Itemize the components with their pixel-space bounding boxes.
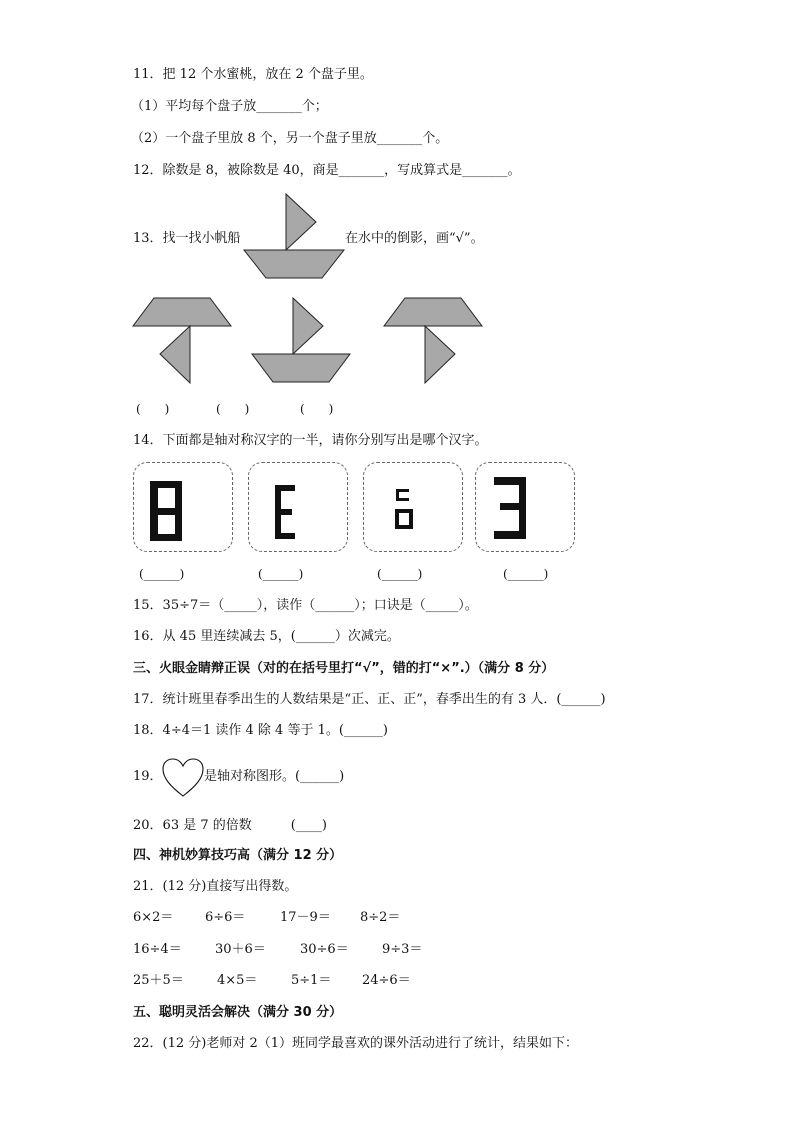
q16-text: 16．从 45 里连续减去 5，(______）次减完。 bbox=[133, 629, 400, 644]
half-character-card-3 bbox=[363, 462, 463, 552]
q19-number: 19． bbox=[133, 769, 163, 784]
reflection-option-2 bbox=[251, 297, 351, 385]
q22-text: 22．(12 分)老师对 2（1）班同学最喜欢的课外活动进行了统计，结果如下： bbox=[133, 1036, 579, 1051]
q12-text: 12．除数是 8，被除数是 40，商是_______，写成算式是_______。 bbox=[133, 163, 521, 178]
q21-stem: 21．(12 分)直接写出得数。 bbox=[133, 879, 298, 894]
calc-r2-c3: 30÷6＝ bbox=[300, 942, 349, 957]
q13-choice-2[interactable]: ( ) bbox=[216, 402, 250, 416]
heart-icon bbox=[162, 758, 204, 798]
calc-r3-c2: 4×5＝ bbox=[217, 973, 258, 988]
calc-r2-c4: 9÷3＝ bbox=[382, 942, 423, 957]
q11-stem: 11．把 12 个水蜜桃，放在 2 个盘子里。 bbox=[133, 67, 373, 82]
calc-r1-c2: 6÷6＝ bbox=[205, 910, 246, 925]
calc-r3-c1: 25＋5＝ bbox=[133, 973, 184, 988]
q18-text: 18．4÷4＝1 读作 4 除 4 等于 1。(______) bbox=[133, 723, 388, 738]
q17-text: 17．统计班里春季出生的人数结果是“正、正、正”，春季出生的有 3 人．(______) bbox=[133, 692, 606, 707]
half-character-card-2 bbox=[248, 462, 348, 552]
half-character-glyph-1 bbox=[134, 463, 234, 553]
q15-text: 15．35÷7＝（_____），读作（______）；口诀是（_____）。 bbox=[133, 598, 478, 613]
q14-answer-3[interactable]: (______) bbox=[377, 567, 423, 581]
q13-after: 在水中的倒影，画“√”。 bbox=[345, 231, 484, 246]
calc-r1-c3: 17－9＝ bbox=[280, 910, 331, 925]
q14-answer-4[interactable]: (______) bbox=[503, 567, 549, 581]
calc-r1-c1: 6×2＝ bbox=[133, 910, 174, 925]
section-4-title: 四、神机妙算技巧高（满分 12 分） bbox=[133, 848, 343, 863]
q20-text: 20．63 是 7 的倍数 (____) bbox=[133, 818, 327, 833]
q11-part1: （1）平均每个盘子放_______个； bbox=[131, 99, 328, 114]
half-character-glyph-2 bbox=[249, 463, 349, 553]
calc-r2-c2: 30＋6＝ bbox=[215, 942, 266, 957]
half-character-glyph-4 bbox=[476, 463, 576, 553]
q14-stem: 14．下面都是轴对称汉字的一半，请你分别写出是哪个汉字。 bbox=[133, 433, 488, 448]
section-3-title: 三、火眼金睛辩正误（对的在括号里打“√”，错的打“×”.）（满分 8 分） bbox=[133, 661, 555, 676]
sailboat-figure bbox=[244, 192, 344, 280]
q13-before: 13．找一找小帆船 bbox=[133, 231, 241, 246]
q14-answer-2[interactable]: (______) bbox=[258, 567, 304, 581]
calc-r3-c4: 24÷6＝ bbox=[362, 973, 411, 988]
calc-r1-c4: 8÷2＝ bbox=[360, 910, 401, 925]
q13-choice-3[interactable]: ( ) bbox=[300, 402, 334, 416]
half-character-glyph-3 bbox=[364, 463, 464, 553]
reflection-option-1 bbox=[132, 297, 232, 385]
half-character-card-1 bbox=[133, 462, 233, 552]
q11-part2: （2）一个盘子里放 8 个，另一个盘子里放_______个。 bbox=[131, 131, 449, 146]
section-5-title: 五、聪明灵活会解决（满分 30 分） bbox=[133, 1005, 343, 1020]
reflection-option-3 bbox=[383, 297, 483, 385]
half-character-card-4 bbox=[475, 462, 575, 552]
q13-choice-1[interactable]: ( ) bbox=[136, 402, 170, 416]
calc-r2-c1: 16÷4＝ bbox=[133, 942, 182, 957]
calc-r3-c3: 5÷1＝ bbox=[291, 973, 332, 988]
q19-text: 是轴对称图形。(______) bbox=[204, 769, 345, 784]
q14-answer-1[interactable]: (______) bbox=[139, 567, 185, 581]
